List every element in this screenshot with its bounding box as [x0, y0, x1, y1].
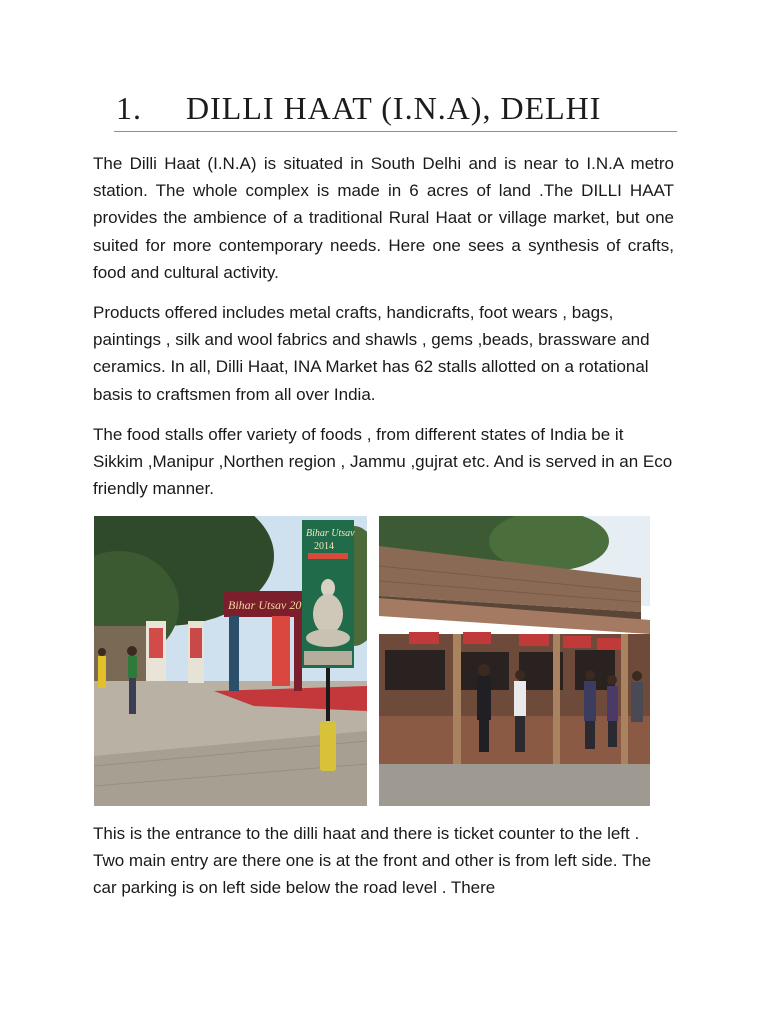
heading-underline — [114, 131, 677, 132]
section-title: DILLI HAAT (I.N.A), DELHI — [186, 90, 602, 126]
paragraph-food: The food stalls offer variety of foods , from different states of India be it Sikkim ,Manipur ,Northen region , Jammu ,gujrat etc. And is served in an Eco friendly manner. — [93, 425, 673, 499]
entrance-photo — [94, 516, 367, 806]
paragraph-intro: The Dilli Haat (I.N.A) is situated in South Delhi and is near to I.N.A metro station. The whole complex is made in 6 acres of land .The DILLI HAAT provides the ambience of a traditional Rural Haat or village market, but one suited for more contemporary needs. Here one sees a synthesis of crafts, food and cultural activity. — [93, 154, 674, 282]
section-heading — [116, 88, 676, 128]
banner-title: Bihar Utsav — [306, 528, 355, 539]
section-number: 1. — [116, 90, 142, 126]
paragraph-products: Products offered includes metal crafts, handicrafts, foot wears , bags, paintings , silk and wool fabrics and shawls , gems ,beads, brassware and ceramics. In all, Dilli Haat, INA Market has 62 stalls allotted on a rotational basis to craftsmen from all over India. — [93, 303, 650, 404]
ticket-counter-photo — [379, 516, 650, 806]
banner-year: 2014 — [314, 541, 334, 552]
paragraph-entrance: This is the entrance to the dilli haat and there is ticket counter to the left . Two main entry are there one is at the front and other is from left side. The car parking is on left side below the road level . There — [93, 824, 652, 898]
arch-sign-text: Bihar Utsav 20 — [228, 598, 302, 612]
